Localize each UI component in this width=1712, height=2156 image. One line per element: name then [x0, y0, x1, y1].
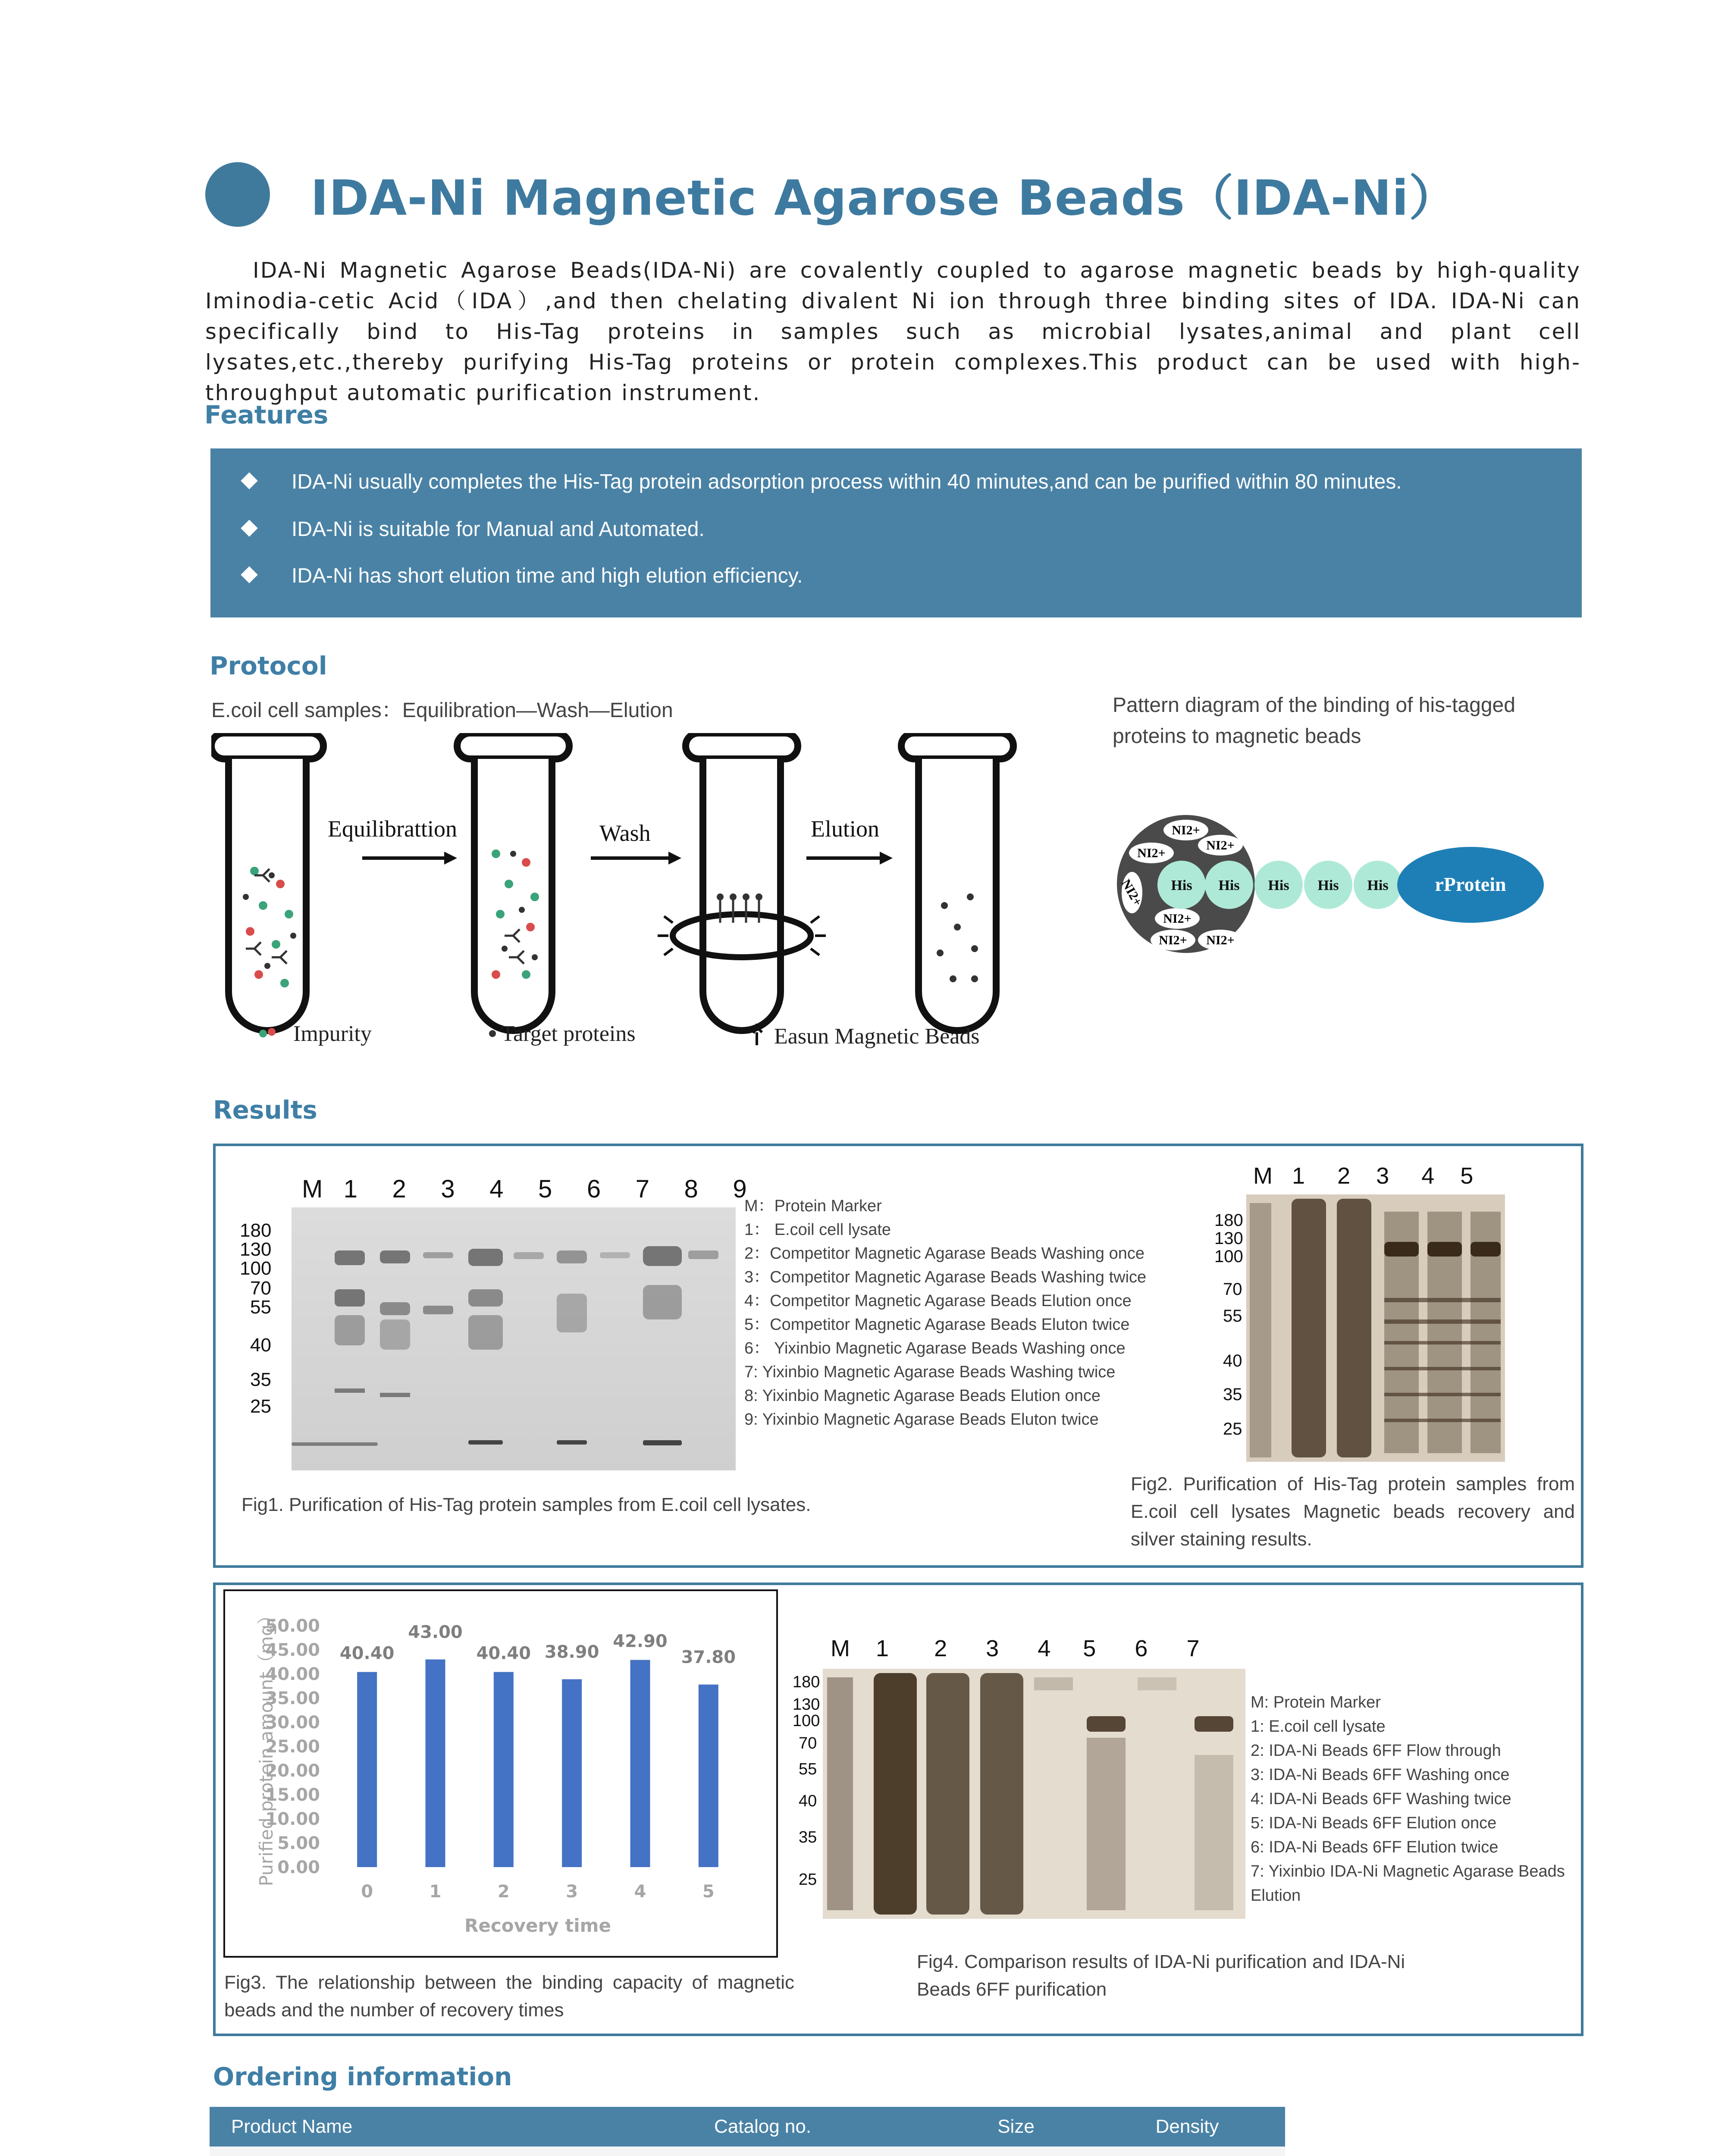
diamond-bullet-icon	[241, 566, 258, 583]
svg-text:NI2+: NI2+	[1159, 933, 1187, 947]
y-tick-label: 10.00	[265, 1809, 320, 1829]
tube-equilibration	[211, 733, 323, 1031]
fig4-mw-100: 100	[793, 1712, 820, 1730]
x-tick-label: 3	[566, 1882, 578, 1902]
table-header-row	[210, 2107, 1285, 2147]
y-tick-label: 30.00	[265, 1713, 320, 1733]
data-label: 42.90	[613, 1631, 668, 1651]
x-tick-label: 4	[634, 1882, 646, 1902]
fig4-mw-180: 180	[793, 1673, 820, 1691]
cell-size	[943, 2147, 1089, 2156]
protocol-diagram	[211, 733, 1039, 1069]
fig4-lane-labels: M 1 2 3 4 5 6 7	[831, 1636, 1200, 1661]
legend-magnetic-beads: Easun Magnetic Beads	[774, 1024, 980, 1049]
fig1-lane-labels: M 1 2 3 4 5 6 7 8 9	[302, 1175, 747, 1203]
data-label: 37.80	[681, 1647, 736, 1667]
magnetic-bead-icon	[748, 1023, 770, 1049]
fig1-gel-image	[292, 1207, 736, 1470]
bar	[357, 1672, 377, 1867]
fig1-mw-100: 100	[240, 1258, 272, 1279]
legend-impurity: Impurity	[293, 1022, 372, 1046]
x-tick-label: 0	[361, 1882, 373, 1902]
tube-wash	[457, 733, 569, 1031]
y-tick-label: 5.00	[277, 1833, 320, 1853]
protocol-heading: Protocol	[210, 651, 327, 680]
col-size: Size	[943, 2107, 1089, 2147]
fig2-caption: Fig2. Purification of His-Tag protein samples from E.coil cell lysates Magnetic beads recovery and silver staining results.	[1131, 1473, 1575, 1550]
col-catalog-no: Catalog no.	[693, 2107, 943, 2147]
fig1-mw-35: 35	[250, 1369, 271, 1390]
diamond-bullet-icon	[241, 472, 258, 489]
fig4-mw-55: 55	[799, 1760, 817, 1778]
fig2-mw-70: 70	[1223, 1280, 1242, 1299]
fig1-mw-180: 180	[240, 1220, 272, 1241]
fig2-mw-55: 55	[1223, 1307, 1242, 1326]
fig2-mw-25: 25	[1223, 1420, 1242, 1438]
fig1-mw-70: 70	[250, 1278, 271, 1299]
fig4-mw-70: 70	[799, 1734, 817, 1752]
intro-paragraph: IDA-Ni Magnetic Agarose Beads(IDA-Ni) are covalently coupled to agarose magnetic beads by high-quality Iminodia-cetic Acid（IDA）,and then chelating divalent Ni ion through three binding sites of IDA. IDA-Ni can specifically bind to His-Tag proteins in samples such as microbial lysates,animal and plant cell lysates,etc.,thereby purifying His-Tag proteins or protein complexes.This product can be used with high-throughput automatic purification instrument.	[205, 258, 1581, 405]
y-tick-label: 50.00	[265, 1616, 320, 1636]
fig4-caption: Fig4. Comparison results of IDA-Ni purification and IDA-Ni Beads 6FF purification	[917, 1951, 1405, 2000]
fig4-mw-40: 40	[799, 1792, 817, 1810]
cell-product-name	[210, 2147, 693, 2156]
fig2-lane-labels: M 1 2 3 4 5	[1253, 1163, 1474, 1189]
feature-item: IDA-Ni usually completes the His-Tag protein adsorption process within 40 minutes,and can be purified within 80 minutes.	[237, 470, 1402, 494]
ordering-heading: Ordering information	[213, 2062, 512, 2091]
y-tick-label: 25.00	[265, 1737, 320, 1757]
y-tick-label: 15.00	[265, 1785, 320, 1805]
y-tick-label: 20.00	[265, 1761, 320, 1781]
fig1-mw-130: 130	[240, 1239, 272, 1260]
fig4-mw-130: 130	[793, 1695, 820, 1714]
fig1-mw-25: 25	[250, 1396, 271, 1417]
impurity-dots-icon	[259, 1024, 276, 1041]
x-tick-label: 2	[497, 1882, 510, 1902]
bar	[630, 1660, 650, 1867]
title-bullet-icon	[205, 162, 270, 227]
bar	[562, 1679, 582, 1867]
results-heading: Results	[213, 1095, 317, 1125]
step-label-wash: Wash	[599, 820, 651, 846]
bar	[494, 1672, 514, 1867]
svg-text:NI2+: NI2+	[1163, 912, 1192, 926]
col-density: Density	[1089, 2107, 1285, 2147]
col-product-name: Product Name	[210, 2107, 693, 2147]
cell-density	[1089, 2147, 1285, 2156]
fig1-mw-55: 55	[250, 1297, 271, 1318]
fig4-mw-35: 35	[799, 1828, 817, 1846]
svg-text:His: His	[1367, 877, 1389, 893]
x-tick-label: 1	[429, 1882, 442, 1902]
y-tick-label: 45.00	[265, 1640, 320, 1660]
fig1-caption: Fig1. Purification of His-Tag protein samples from E.coil cell lysates.	[241, 1494, 811, 1515]
data-label: 43.00	[408, 1622, 463, 1642]
step-label-elution: Elution	[811, 816, 879, 842]
svg-text:NI2+: NI2+	[1206, 838, 1235, 852]
ordering-table	[210, 2107, 1285, 2156]
fig2-mw-180: 180	[1214, 1211, 1243, 1230]
data-label: 40.40	[476, 1643, 531, 1664]
features-heading: Features	[204, 400, 329, 429]
binding-pattern-diagram	[1113, 802, 1561, 966]
bar	[699, 1685, 718, 1867]
y-axis-label: Purified protein amount（mg）	[256, 1606, 277, 1887]
x-axis-label: Recovery time	[464, 1915, 611, 1936]
svg-text:NI2+: NI2+	[1172, 823, 1200, 837]
fig2-mw-40: 40	[1223, 1351, 1242, 1370]
fig2-mw-130: 130	[1214, 1229, 1243, 1248]
svg-text:His: His	[1317, 877, 1339, 893]
page-title: IDA-Ni Magnetic Agarose Beads（IDA-Ni）	[310, 170, 1458, 226]
data-label: 38.90	[544, 1642, 599, 1662]
fig2-mw-35: 35	[1223, 1385, 1242, 1404]
fig4-legend: M: Protein Marker 1: E.coil cell lysate 2: IDA-Ni Beads 6FF Flow through 3: IDA-Ni Beads 6FF Washing once 4: IDA-Ni Beads 6FF Washing twice 5: IDA-Ni Beads 6FF Elution once 6: IDA-Ni Beads 6FF Elution twice 7: Yixinbio IDA-Ni Magnetic Agarase Beads Elution	[1251, 1693, 1565, 1905]
fig4-mw-25: 25	[799, 1871, 817, 1889]
cell-catalog-no	[693, 2147, 943, 2156]
fig1-mw-40: 40	[250, 1335, 271, 1356]
svg-text:His: His	[1218, 877, 1240, 893]
svg-text:NI2+: NI2+	[1206, 933, 1235, 947]
svg-text:NI2+: NI2+	[1118, 877, 1145, 909]
fig3-caption: Fig3. The relationship between the binding capacity of magnetic beads and the number of recovery times	[224, 1972, 794, 2021]
svg-text:His: His	[1268, 877, 1289, 893]
feature-item: IDA-Ni has short elution time and high elution efficiency.	[237, 564, 803, 588]
features-box	[210, 448, 1582, 617]
svg-text:His: His	[1171, 877, 1192, 893]
pattern-title-line1: Pattern diagram of the binding of his-tagged	[1113, 694, 1515, 717]
table-row	[210, 2147, 1285, 2156]
svg-text:NI2+: NI2+	[1137, 846, 1166, 860]
y-tick-label: 40.00	[265, 1664, 320, 1684]
tube-elution-magnet	[658, 733, 826, 1031]
legend-target-proteins: Target proteins	[501, 1022, 636, 1046]
bar	[426, 1659, 445, 1867]
data-label: 40.40	[339, 1643, 395, 1664]
diamond-bullet-icon	[241, 520, 258, 537]
target-protein-dot-icon	[487, 1028, 498, 1039]
protocol-subtitle: E.coil cell samples：Equilibration—Wash—Elution	[211, 699, 673, 722]
feature-item: IDA-Ni is suitable for Manual and Automated.	[237, 517, 705, 541]
y-tick-label: 35.00	[265, 1689, 320, 1708]
y-tick-label: 0.00	[277, 1858, 320, 1877]
x-tick-label: 5	[702, 1882, 715, 1902]
fig4-gel-image	[823, 1669, 1245, 1919]
fig2-mw-100: 100	[1214, 1247, 1243, 1266]
fig2-gel-image	[1246, 1194, 1505, 1462]
fig3-bar-chart	[225, 1591, 777, 1956]
fig1-legend: M：Protein Marker 1： E.coil cell lysate 2：Competitor Magnetic Agarase Beads Washing once 3：Competitor Magnetic Agarase Beads Washing twice 4：Competitor Magnetic Agarase Beads Elution once 5：Competitor Magnetic Agarase Beads Eluton twice 6： Yixinbio Magnetic Agarase Beads Washing once 7: Yixinbio Magnetic Agarase Beads Washing twice 8: Yixinbio Magnetic Agarase Beads Elution once 9: Yixinbio Magnetic Agarase Beads Eluton twice	[744, 1197, 1147, 1429]
rprotein-label: rProtein	[1435, 873, 1506, 895]
pattern-title-line2: proteins to magnetic beads	[1113, 725, 1361, 748]
tube-eluate	[901, 733, 1013, 1031]
step-label-equilibration: Equilibrattion	[328, 816, 457, 842]
